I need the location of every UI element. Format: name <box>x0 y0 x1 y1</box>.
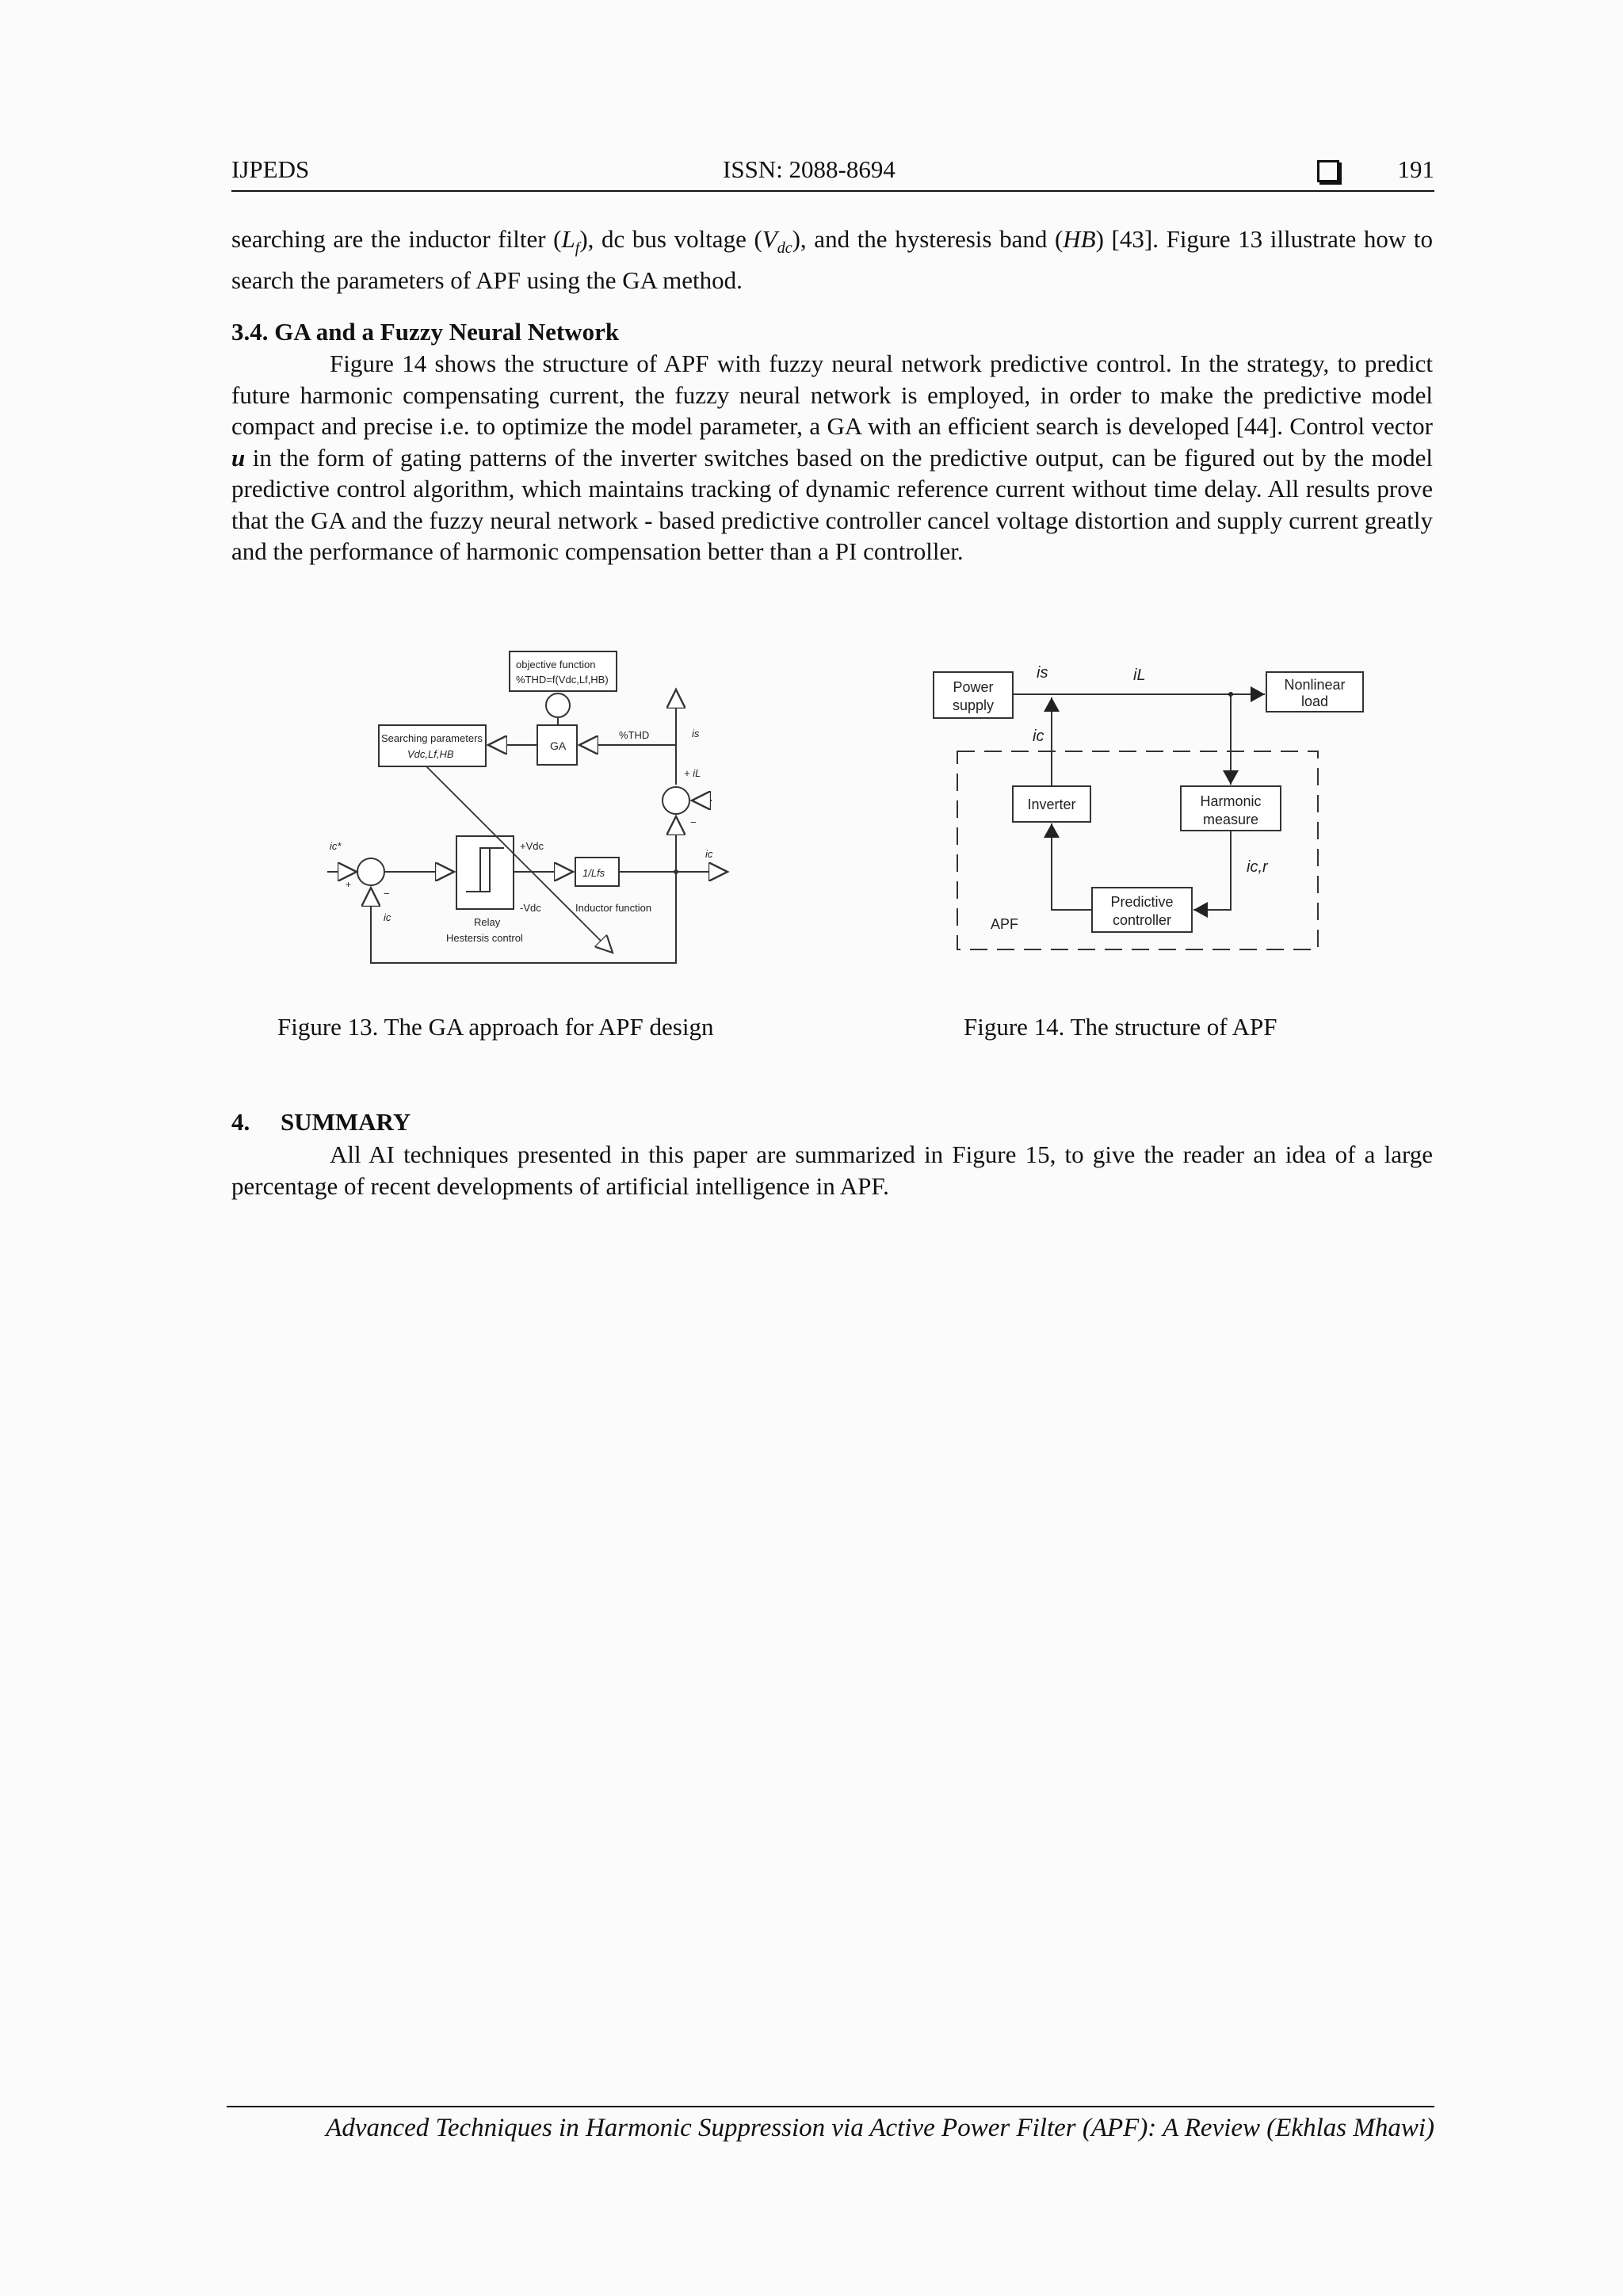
page-header <box>231 155 1434 192</box>
plus-left: + <box>346 879 352 890</box>
searching-parameters-box <box>379 725 486 766</box>
intro-text-4: ) [43]. Figure 13 illustrate how to search the parameters of APF using the GA method. <box>231 225 1433 294</box>
section-heading-4: 4. SUMMARY <box>231 1108 411 1136</box>
journal-name: IJPEDS <box>231 155 310 183</box>
inductor-function-label: Inductor function <box>575 902 652 914</box>
sum-junction-right <box>663 787 689 814</box>
sum-junction-left <box>357 858 384 885</box>
section-heading-3-4: 3.4. GA and a Fuzzy Neural Network <box>231 318 620 346</box>
objective-label: objective function <box>516 659 596 670</box>
hysteresis-control-label: Hestersis control <box>446 932 523 944</box>
searching-params: Vdc,Lf,HB <box>407 748 454 760</box>
vdc-sub: dc <box>777 239 792 258</box>
objective-circle <box>546 693 570 717</box>
intro-text-2: ), dc bus voltage ( <box>579 225 762 253</box>
figure-14-diagram <box>926 658 1385 975</box>
ic-feedback-label: ic <box>384 911 391 923</box>
minus-left: − <box>384 888 390 900</box>
inverter-label: Inverter <box>1027 797 1076 812</box>
searching-label: Searching parameters <box>381 732 483 744</box>
il-label: iL <box>1133 667 1146 684</box>
inductor-transfer-label: 1/Lfs <box>582 867 605 879</box>
icr-label: ic,r <box>1247 858 1268 876</box>
page-number: 191 <box>1397 155 1434 183</box>
figure-13-caption: Figure 13. The GA approach for APF design <box>277 1013 714 1041</box>
lf-sub: f <box>575 239 580 258</box>
harmonic-label: Harmonic <box>1200 793 1262 809</box>
ic-output-label: ic <box>705 848 713 860</box>
minus-right: − <box>690 816 697 828</box>
ga-label: GA <box>550 739 567 752</box>
load-label: load <box>1300 693 1329 709</box>
summary-paragraph: All AI techniques presented in this paper are summarized in Figure 15, to give the reader an idea of a large percentage of recent developments of artificial intelligence in APF. <box>231 1140 1433 1200</box>
issn: ISSN: 2088-8694 <box>723 155 896 183</box>
relay-box <box>456 836 514 909</box>
apf-label: APF <box>991 916 1019 932</box>
checkbox-square-icon <box>1317 160 1339 182</box>
intro-text-3: ), and the hysteresis band ( <box>792 225 1064 253</box>
intro-text-1: searching are the inductor filter ( <box>231 225 562 253</box>
objective-formula: %THD=f(Vdc,Lf,HB) <box>516 674 609 686</box>
vdc-symbol <box>762 225 792 258</box>
hb-symbol: HB <box>1063 225 1096 253</box>
intro-paragraph <box>231 223 1433 296</box>
supply-label: supply <box>952 697 995 713</box>
s34-text-1: Figure 14 shows the structure of APF with fuzzy neural network predictive control. In the strategy, to predict future harmonic compensating current, the fuzzy neural network is employed, in order to make the predictive model compact and precise i.e. to optimize the model parameter, a GA with an efficient search is developed [44]. Control vector <box>231 350 1433 440</box>
figure-13-diagram <box>323 642 743 975</box>
measure-label: measure <box>1202 812 1259 827</box>
vdc-base: V <box>762 225 777 253</box>
thd-label: %THD <box>619 729 650 741</box>
relay-label: Relay <box>474 916 501 928</box>
predictive-label: Predictive <box>1110 894 1174 910</box>
figure-14-caption: Figure 14. The structure of APF <box>964 1013 1277 1041</box>
section-3-4-paragraph <box>231 348 1433 567</box>
is-label: is <box>692 728 700 739</box>
s34-text-2: in the form of gating patterns of the inverter switches based on the predictive output, can be figured out by the model predictive control algorithm, which maintains tracking of dynamic reference current without time delay. All results prove that the GA and the fuzzy neural network - based predictive controller cancel voltage distortion and supply current greatly and the performance of harmonic compensation better than a PI controller. <box>231 443 1433 565</box>
minus-vdc-label: -Vdc <box>520 902 541 914</box>
power-label: Power <box>953 679 994 695</box>
nonlinear-label: Nonlinear <box>1284 677 1346 693</box>
ic-star-label: ic* <box>330 840 342 852</box>
lf-base: L <box>561 225 575 253</box>
lf-symbol <box>561 225 580 258</box>
ic-label: ic <box>1033 728 1044 745</box>
controller-label: controller <box>1112 912 1172 928</box>
plus-vdc-label: +Vdc <box>520 840 544 852</box>
is-label: is <box>1037 664 1048 682</box>
page-footer: Advanced Techniques in Harmonic Suppression via Active Power Filter (APF): A Review (Ekhlas Mhawi) <box>227 2106 1434 2143</box>
u-symbol: u <box>231 443 246 472</box>
il-label: + iL <box>684 767 701 779</box>
